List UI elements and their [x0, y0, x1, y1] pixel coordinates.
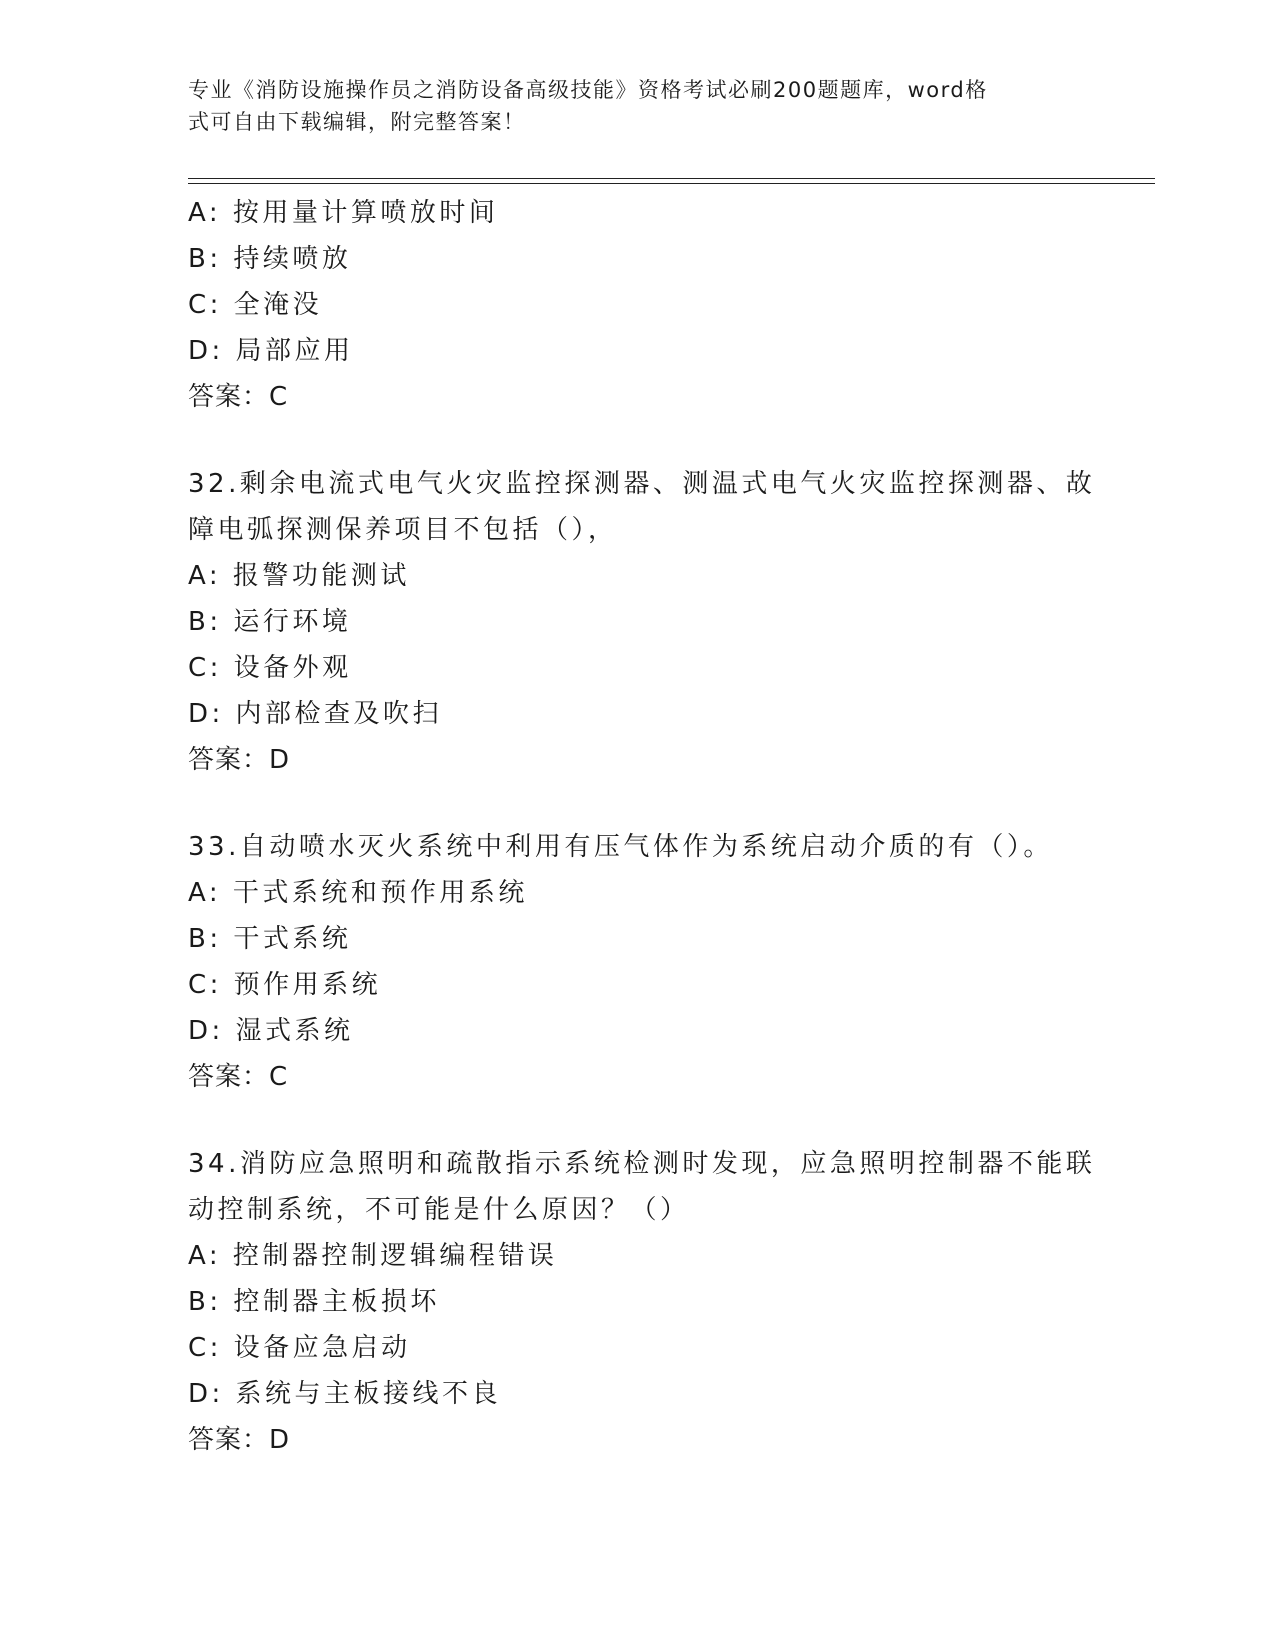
question-stem-line: 33.自动喷水灭火系统中利用有压气体作为系统启动介质的有（）。	[188, 832, 1053, 862]
option-b: B: 干式系统	[188, 924, 352, 954]
option-d: D: 内部检查及吹扫	[188, 699, 443, 729]
question-33	[188, 824, 1088, 1100]
header-line-1: 专业《消防设施操作员之消防设备高级技能》资格考试必刷200题题库，word格	[188, 78, 988, 102]
answer-label: 答案：C	[188, 1062, 289, 1092]
document-header	[188, 74, 1088, 138]
option-d: D: 系统与主板接线不良	[188, 1379, 502, 1409]
option-d: D: 局部应用	[188, 336, 354, 366]
question-stem	[188, 1141, 1096, 1233]
question-stem-line: 动控制系统，不可能是什么原因？（）	[188, 1195, 690, 1225]
option-a: A: 干式系统和预作用系统	[188, 878, 528, 908]
question-stem-line: 障电弧探测保养项目不包括（），	[188, 515, 618, 545]
header-divider-top	[188, 178, 1155, 179]
header-line-2: 式可自由下载编辑，附完整答案！	[188, 110, 526, 134]
question-stem	[188, 461, 1096, 553]
question-stem-line: 34.消防应急照明和疏散指示系统检测时发现，应急照明控制器不能联	[188, 1149, 1096, 1179]
answer-label: 答案：D	[188, 1425, 291, 1455]
question-34	[188, 1141, 1096, 1463]
question-stem-line: 32.剩余电流式电气火灾监控探测器、测温式电气火灾监控探测器、故	[188, 469, 1096, 499]
option-b: B: 控制器主板损坏	[188, 1287, 440, 1317]
option-a: A: 按用量计算喷放时间	[188, 198, 499, 228]
question-31-continued	[188, 190, 1088, 420]
option-b: B: 持续喷放	[188, 244, 352, 274]
option-d: D: 湿式系统	[188, 1016, 354, 1046]
option-c: C: 预作用系统	[188, 970, 382, 1000]
question-stem	[188, 824, 1088, 870]
option-a: A: 报警功能测试	[188, 561, 410, 591]
header-divider-bottom	[188, 183, 1155, 184]
answer-label: 答案：C	[188, 382, 289, 412]
answer-label: 答案：D	[188, 745, 291, 775]
option-b: B: 运行环境	[188, 607, 352, 637]
option-c: C: 设备应急启动	[188, 1333, 411, 1363]
option-a: A: 控制器控制逻辑编程错误	[188, 1241, 558, 1271]
question-32	[188, 461, 1096, 783]
option-c: C: 设备外观	[188, 653, 352, 683]
option-c: C: 全淹没	[188, 290, 323, 320]
question-list	[188, 190, 1096, 1463]
